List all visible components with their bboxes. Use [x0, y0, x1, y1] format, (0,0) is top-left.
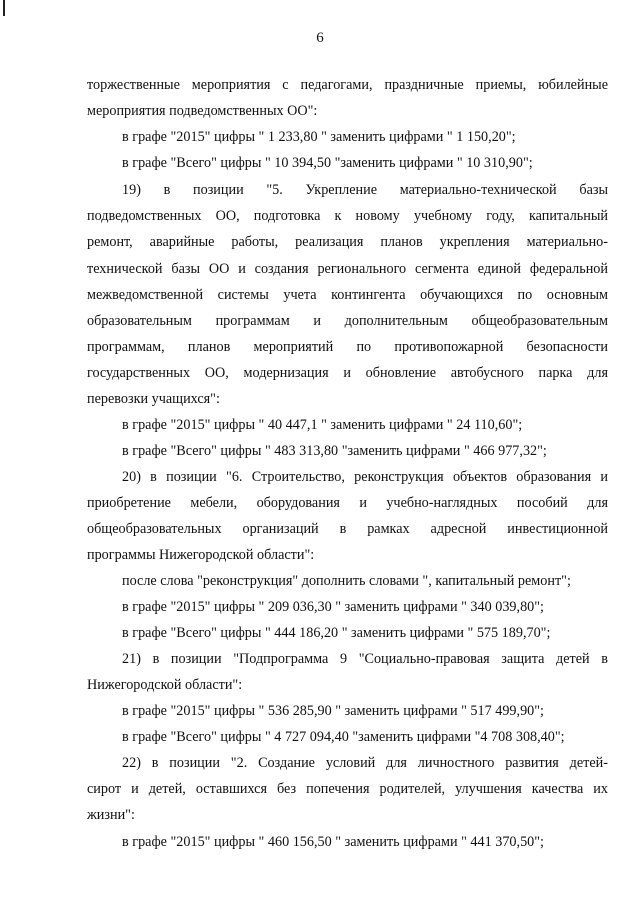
text-line: 22) в позиции "2. Создание условий для личностного развития детей-	[122, 755, 608, 771]
text-line: государственных ОО, модернизация и обновление автобусного парка для	[87, 365, 608, 381]
page-number: 6	[316, 30, 324, 46]
text-line: ремонт, аварийные работы, реализация планов укрепления материально-	[87, 234, 608, 250]
text-line: технической базы ОО и создания регионального сегмента единой федеральной	[87, 261, 608, 277]
text-line: в графе "2015" цифры " 536 285,90 " заменить цифрами " 517 499,90";	[122, 703, 544, 719]
text-line: мероприятия подведомственных ОО":	[87, 103, 318, 119]
text-line: в графе "Всего" цифры " 4 727 094,40 "заменить цифрами "4 708 308,40";	[122, 729, 565, 745]
text-line: жизни":	[87, 807, 135, 823]
text-line: программам, планов мероприятий по противопожарной безопасности	[87, 339, 608, 355]
text-line: после слова "реконструкция" дополнить словами ", капитальный ремонт";	[122, 573, 571, 589]
text-line: в графе "Всего" цифры " 444 186,20 " заменить цифрами " 575 189,70";	[122, 625, 551, 641]
text-line: межведомственной системы учета контингента обучающихся по основным	[87, 287, 608, 303]
text-line: в графе "2015" цифры " 1 233,80 " заменить цифрами " 1 150,20";	[122, 129, 516, 145]
text-line: в графе "2015" цифры " 460 156,50 " заменить цифрами " 441 370,50";	[122, 834, 544, 850]
text-line: торжественные мероприятия с педагогами, праздничные приемы, юбилейные	[87, 77, 608, 93]
text-line: в графе "Всего" цифры " 483 313,80 "заменить цифрами " 466 977,32";	[122, 443, 547, 459]
text-line: приобретение мебели, оборудования и учебно-наглядных пособий для	[87, 495, 608, 511]
text-line: сирот и детей, оставшихся без попечения родителей, улучшения качества их	[87, 781, 608, 797]
text-line: образовательным программам и дополнительным общеобразовательным	[87, 313, 608, 329]
text-line: Нижегородской области":	[87, 677, 243, 693]
text-line: 19) в позиции "5. Укрепление материально-технической базы	[122, 182, 608, 198]
text-line: в графе "2015" цифры " 209 036,30 " заменить цифрами " 340 039,80";	[122, 599, 544, 615]
text-line: перевозки учащихся":	[87, 391, 220, 407]
text-line: подведомственных ОО, подготовка к новому учебному году, капитальный	[87, 208, 608, 224]
text-line: в графе "2015" цифры " 40 447,1 " заменить цифрами " 24 110,60";	[122, 417, 523, 433]
scan-edge-mark	[3, 0, 5, 16]
text-line: общеобразовательных организаций в рамках адресной инвестиционной	[87, 521, 608, 537]
text-line: в графе "Всего" цифры " 10 394,50 "заменить цифрами " 10 310,90";	[122, 155, 533, 171]
text-line: программы Нижегородской области":	[87, 547, 315, 563]
text-line: 21) в позиции "Подпрограмма 9 "Социально-правовая защита детей в	[122, 651, 608, 667]
text-line: 20) в позиции "6. Строительство, реконструкция объектов образования и	[122, 469, 608, 485]
